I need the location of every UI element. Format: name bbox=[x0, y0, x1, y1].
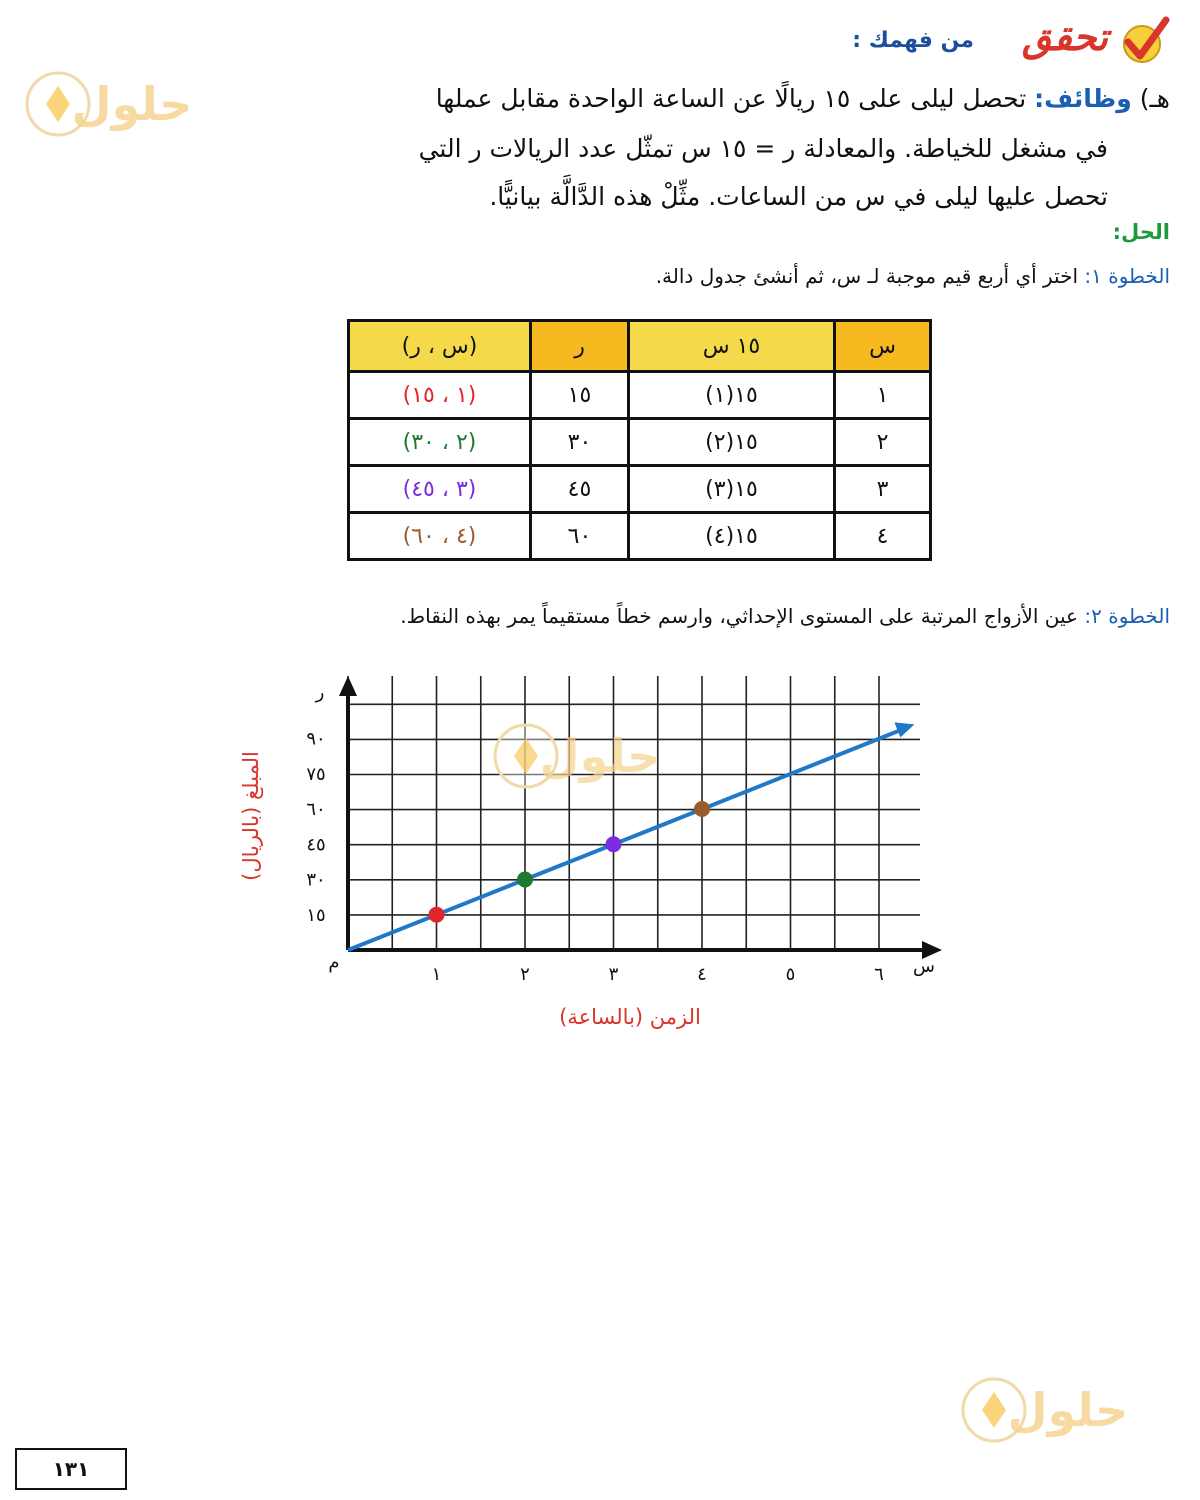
page-number: ١٣١ bbox=[15, 1448, 127, 1490]
step-1-label: الخطوة ١: bbox=[1084, 264, 1170, 288]
cell-y: ١٥ bbox=[531, 372, 629, 419]
y-tick-label: ٩٠ bbox=[306, 728, 326, 750]
solution-label: الحل: bbox=[1112, 220, 1170, 244]
y-tick-label: ٦٠ bbox=[306, 799, 326, 820]
y-tick-label: ٧٥ bbox=[306, 763, 326, 785]
cell-15x: ١٥(١) bbox=[629, 372, 835, 419]
header-pair: (س ، ر) bbox=[349, 321, 531, 372]
cell-15x: ١٥(٤) bbox=[629, 513, 835, 560]
x-tick-label: ٥ bbox=[785, 964, 796, 985]
cell-x: ٢ bbox=[835, 419, 931, 466]
y-tick-label: ٤٥ bbox=[306, 834, 326, 856]
section-subtitle: من فهمك : bbox=[852, 28, 974, 53]
y-axis-arrow bbox=[339, 676, 357, 696]
problem-label: وظائف: bbox=[1034, 84, 1132, 113]
table-row bbox=[349, 419, 931, 466]
watermark-logo bbox=[22, 64, 232, 144]
y-axis-title: المبلغ (بالريال) bbox=[239, 751, 263, 881]
x-tick-label: ١ bbox=[431, 964, 442, 985]
x-tick-label: ٢ bbox=[520, 964, 530, 985]
cell-x: ٤ bbox=[835, 513, 931, 560]
y-axis-name: ر bbox=[315, 682, 325, 703]
problem-line-3: تحصل عليها ليلى في س من الساعات. مثِّلْ هذه الدَّالَّة بيانيًّا. bbox=[489, 182, 1108, 211]
cell-y: ٣٠ bbox=[531, 419, 629, 466]
table-row bbox=[349, 466, 931, 513]
step-2 bbox=[400, 604, 1170, 628]
function-table bbox=[347, 319, 932, 561]
y-tick-label: ٣٠ bbox=[306, 869, 326, 891]
cell-pair: (٢ ، ٣٠) bbox=[349, 419, 531, 466]
watermark-logo bbox=[958, 1370, 1168, 1450]
problem-text-1: تحصل ليلى على ١٥ ريالًا عن الساعة الواحدة مقابل عملها bbox=[435, 84, 1035, 113]
watermark-logo bbox=[490, 716, 700, 796]
x-tick-label: ٦ bbox=[874, 964, 884, 985]
check-mark-icon bbox=[1118, 14, 1170, 66]
cell-pair: (٣ ، ٤٥) bbox=[349, 466, 531, 513]
cell-pair: (٤ ، ٦٠) bbox=[349, 513, 531, 560]
step-2-label: الخطوة ٢: bbox=[1084, 604, 1170, 628]
x-axis-name: س bbox=[913, 956, 935, 977]
cell-15x: ١٥(٢) bbox=[629, 419, 835, 466]
data-point bbox=[517, 872, 533, 888]
step-1-text: اختر أي أربع قيم موجبة لـ س، ثم أنشئ جدول دالة. bbox=[655, 264, 1085, 288]
header-x: س bbox=[835, 321, 931, 372]
cell-pair: (١ ، ١٥) bbox=[349, 372, 531, 419]
cell-y: ٦٠ bbox=[531, 513, 629, 560]
data-point bbox=[606, 836, 622, 852]
table-header-row bbox=[349, 321, 931, 372]
cell-x: ١ bbox=[835, 372, 931, 419]
section-title: تحقق bbox=[1021, 14, 1108, 59]
data-point bbox=[694, 801, 710, 817]
x-tick-label: ٤ bbox=[697, 964, 707, 985]
problem-line-2: في مشغل للخياطة. والمعادلة ر = ١٥ س تمثّل عدد الريالات ر التي bbox=[418, 134, 1108, 163]
step-2-text: عين الأزواج المرتبة على المستوى الإحداثي، وارسم خطاً مستقيماً يمر بهذه النقاط. bbox=[400, 604, 1085, 628]
cell-15x: ١٥(٣) bbox=[629, 466, 835, 513]
watermark-text: حلول bbox=[71, 77, 193, 131]
header-15x: ١٥ س bbox=[629, 321, 835, 372]
header-y: ر bbox=[531, 321, 629, 372]
watermark-text: حلول bbox=[1007, 1383, 1129, 1437]
cell-x: ٣ bbox=[835, 466, 931, 513]
data-point bbox=[429, 907, 445, 923]
table-row bbox=[349, 372, 931, 419]
problem-letter: هـ) bbox=[1139, 84, 1170, 113]
origin-label: م bbox=[328, 952, 340, 973]
problem-line-1 bbox=[290, 74, 1170, 124]
watermark-text: حلول bbox=[539, 729, 661, 783]
x-axis-title: الزمن (بالساعة) bbox=[559, 1005, 701, 1029]
step-1 bbox=[656, 264, 1170, 288]
cell-y: ٤٥ bbox=[531, 466, 629, 513]
y-tick-label: ١٥ bbox=[306, 904, 326, 926]
x-tick-label: ٣ bbox=[608, 964, 619, 985]
table-row bbox=[349, 513, 931, 560]
